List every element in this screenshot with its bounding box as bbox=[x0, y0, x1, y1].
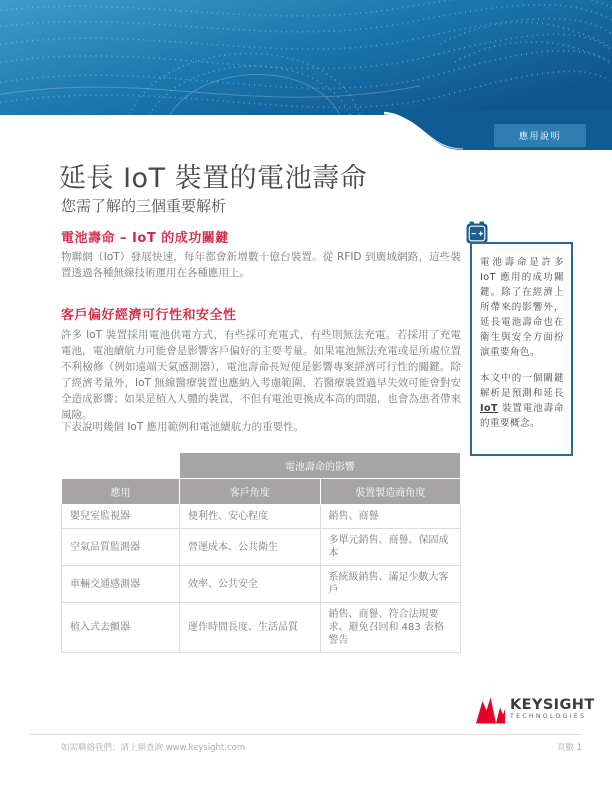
logo-sub-brand: TECHNOLOGIES bbox=[510, 713, 587, 720]
logo-brand-name: KEYSIGHT bbox=[510, 697, 595, 713]
cell-customer: 便利性、安心程度 bbox=[180, 505, 321, 529]
footer-contact-text: 如需聯絡我們：請上網查詢 www.keysight.com bbox=[61, 743, 246, 753]
page-title: 延長 IoT 裝置的電池壽命 bbox=[59, 163, 368, 194]
cell-application: 嬰兒室監視器 bbox=[62, 505, 180, 529]
table-span-header: 電池壽命的影響 bbox=[180, 453, 461, 479]
keysight-spark-icon bbox=[476, 697, 505, 724]
sidebar-paragraph: 電池壽命是許多 IoT 應用的成功關鍵。除了在經濟上所帶來的影響外，延長電池壽命也在衛生與安全方面扮演重要角色。 bbox=[480, 257, 564, 358]
cell-application: 空氣品質監測器 bbox=[62, 529, 180, 566]
sidebar-callout-box bbox=[470, 242, 573, 456]
cell-application: 植入式去顫器 bbox=[62, 603, 180, 653]
table-column-header-row bbox=[62, 479, 461, 505]
cell-application: 車輛交通感測器 bbox=[62, 566, 180, 603]
table-span-header-row bbox=[62, 453, 461, 479]
footer-divider bbox=[30, 734, 582, 735]
sidebar-paragraph bbox=[480, 371, 564, 431]
table-row bbox=[62, 505, 461, 529]
table-blank-cell bbox=[62, 453, 180, 479]
section-heading-battery-life: 電池壽命 – IoT 的成功關鍵 bbox=[61, 231, 229, 246]
sidebar-paragraph-post: 裝置電池壽命的重要概念。 bbox=[480, 403, 564, 429]
page-subtitle: 您需了解的三個重要解析 bbox=[61, 197, 227, 215]
iot-link[interactable]: IoT bbox=[480, 403, 499, 414]
column-header-application: 應用 bbox=[62, 479, 180, 505]
column-header-customer: 客戶角度 bbox=[180, 479, 321, 505]
cell-customer: 效率、公共安全 bbox=[180, 566, 321, 603]
table-row bbox=[62, 566, 461, 603]
section-heading-customer-preference: 客戶偏好經濟可行性和安全性 bbox=[61, 308, 237, 323]
table-row bbox=[62, 603, 461, 653]
application-note-tab: 應用說明 bbox=[494, 124, 586, 147]
section-body-customer-preference: 許多 IoT 裝置採用電池供電方式，有些採可充電式，有些則無法充電。若採用了充電電池，電池續航力可能會是影響客戶偏好的主要考量。如果電池無法充電或是所處位置不利檢修（例如遠端天氣感測器），電池壽命長短便是影響專案經濟可行性的關鍵。除了經濟考量外，IoT 無線醫療裝置也應納入考慮範圍，若醫療裝置過早失效可能會對安全造成影響；如果是植入人體的裝置，不但有電池更換成本高的問題，也會為患者帶來風險。 bbox=[61, 329, 461, 421]
battery-impact-table bbox=[61, 452, 461, 653]
battery-icon bbox=[466, 221, 488, 244]
cell-customer: 運作時間長度、生活品質 bbox=[180, 603, 321, 653]
cell-manufacturer: 銷售、商譽、符合法規要求、避免召回和 483 表格警告 bbox=[320, 603, 461, 653]
sidebar-paragraph-pre: 本文中的一個關鍵解析是預測和延長 bbox=[480, 373, 564, 399]
cell-customer: 營運成本、公共衛生 bbox=[180, 529, 321, 566]
section-body-battery-life: 物聯網（IoT）發展快速，每年都會新增數十億台裝置。從 RFID 到廣域網路，這些裝置透過各種無線技術運用在各種應用上。 bbox=[61, 251, 461, 279]
cell-manufacturer: 多單元銷售、商譽、保固成本 bbox=[320, 529, 461, 566]
cell-manufacturer: 銷售、商譽 bbox=[320, 505, 461, 529]
page-number: 頁數 1 bbox=[556, 743, 582, 753]
column-header-manufacturer: 裝置製造商角度 bbox=[320, 479, 461, 505]
keysight-logo-text bbox=[510, 697, 595, 721]
cell-manufacturer: 系統級銷售、滿足少數大客戶 bbox=[320, 566, 461, 603]
table-intro-text: 下表說明幾個 IoT 應用範例和電池續航力的重要性。 bbox=[61, 421, 305, 433]
table-row bbox=[62, 529, 461, 566]
keysight-logo bbox=[476, 697, 595, 724]
